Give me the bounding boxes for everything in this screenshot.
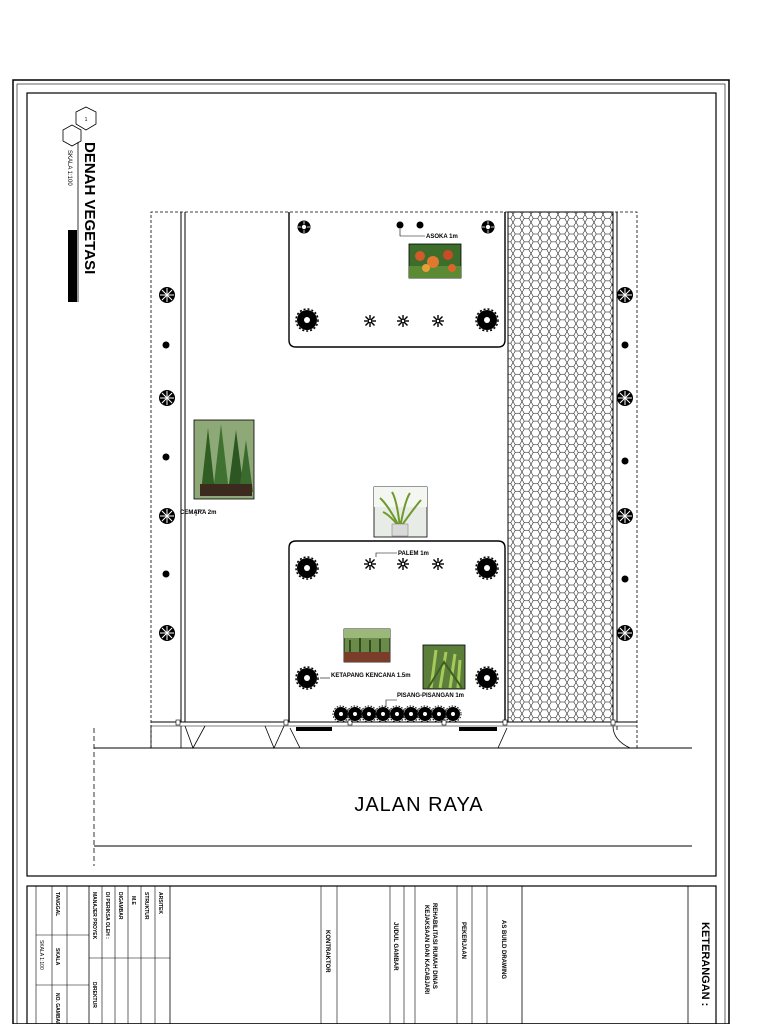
tb-judul-gambar: JUDUL GAMBAR: [392, 922, 398, 971]
title-block: [27, 886, 716, 1024]
cemara-photo: [194, 420, 254, 499]
tb-project-line2: KEJAKSAAN DAN KACABJARI: [423, 905, 429, 995]
paving-area: [508, 212, 613, 722]
ketapang-photo: [344, 629, 390, 662]
palem-photo: [374, 487, 427, 537]
tb-diperiksa: DI PERIKSA OLEH :: [104, 892, 110, 939]
label-palem: PALEM 1m: [398, 551, 429, 557]
tb-arsitek: ARSITEK: [157, 892, 163, 914]
tb-pekerjaan: PEKERJAAN: [460, 922, 466, 960]
tb-as-build: AS BUILD DRAWING: [500, 920, 506, 979]
road-label: JALAN RAYA: [354, 794, 484, 816]
building-upper: [289, 212, 505, 347]
tb-keterangan: KETERANGAN :: [699, 922, 711, 1007]
label-pisang: PISANG-PISANGAN 1m: [397, 693, 465, 699]
tb-project-line1: REHABILITASI RUMAH DINAS: [431, 903, 437, 989]
tb-skala: SKALA: [54, 948, 60, 966]
tb-digambar: DIGAMBAR: [117, 892, 123, 920]
tb-direktur: DIREKTUR: [91, 982, 97, 1008]
title-underline-bar: [68, 230, 77, 302]
tb-skala-value: SKALA 1:100: [38, 940, 44, 970]
outer-border: [13, 80, 729, 1024]
tb-manajer: MANAJER PROYEK: [91, 892, 97, 940]
label-asoka: ASOKA 1m: [426, 234, 458, 240]
label-ketapang: KETAPANG KENCANA 1.5m: [331, 673, 411, 679]
tb-me: M.E: [130, 896, 136, 905]
site-plan: [94, 212, 692, 866]
svg-text:1: 1: [84, 117, 88, 123]
pisang-photo: [423, 645, 465, 689]
tb-tanggal: TANGGAL: [54, 892, 60, 917]
tb-struktur: STRUKTUR: [143, 892, 149, 920]
asoka-photo: [409, 244, 461, 278]
upper-garden-plants: [296, 221, 498, 332]
tb-no-gambar: NO. GAMBAR: [54, 993, 60, 1024]
tb-kontraktor: KONTRAKTOR: [324, 930, 330, 973]
drawing-scale: SKALA 1:100: [66, 150, 72, 186]
label-cemara: CEMARA 2m: [180, 510, 217, 516]
outer-border-inner: [17, 84, 725, 1024]
section-marker: [63, 107, 96, 146]
drawing-title: DENAH VEGETASI: [81, 142, 98, 275]
